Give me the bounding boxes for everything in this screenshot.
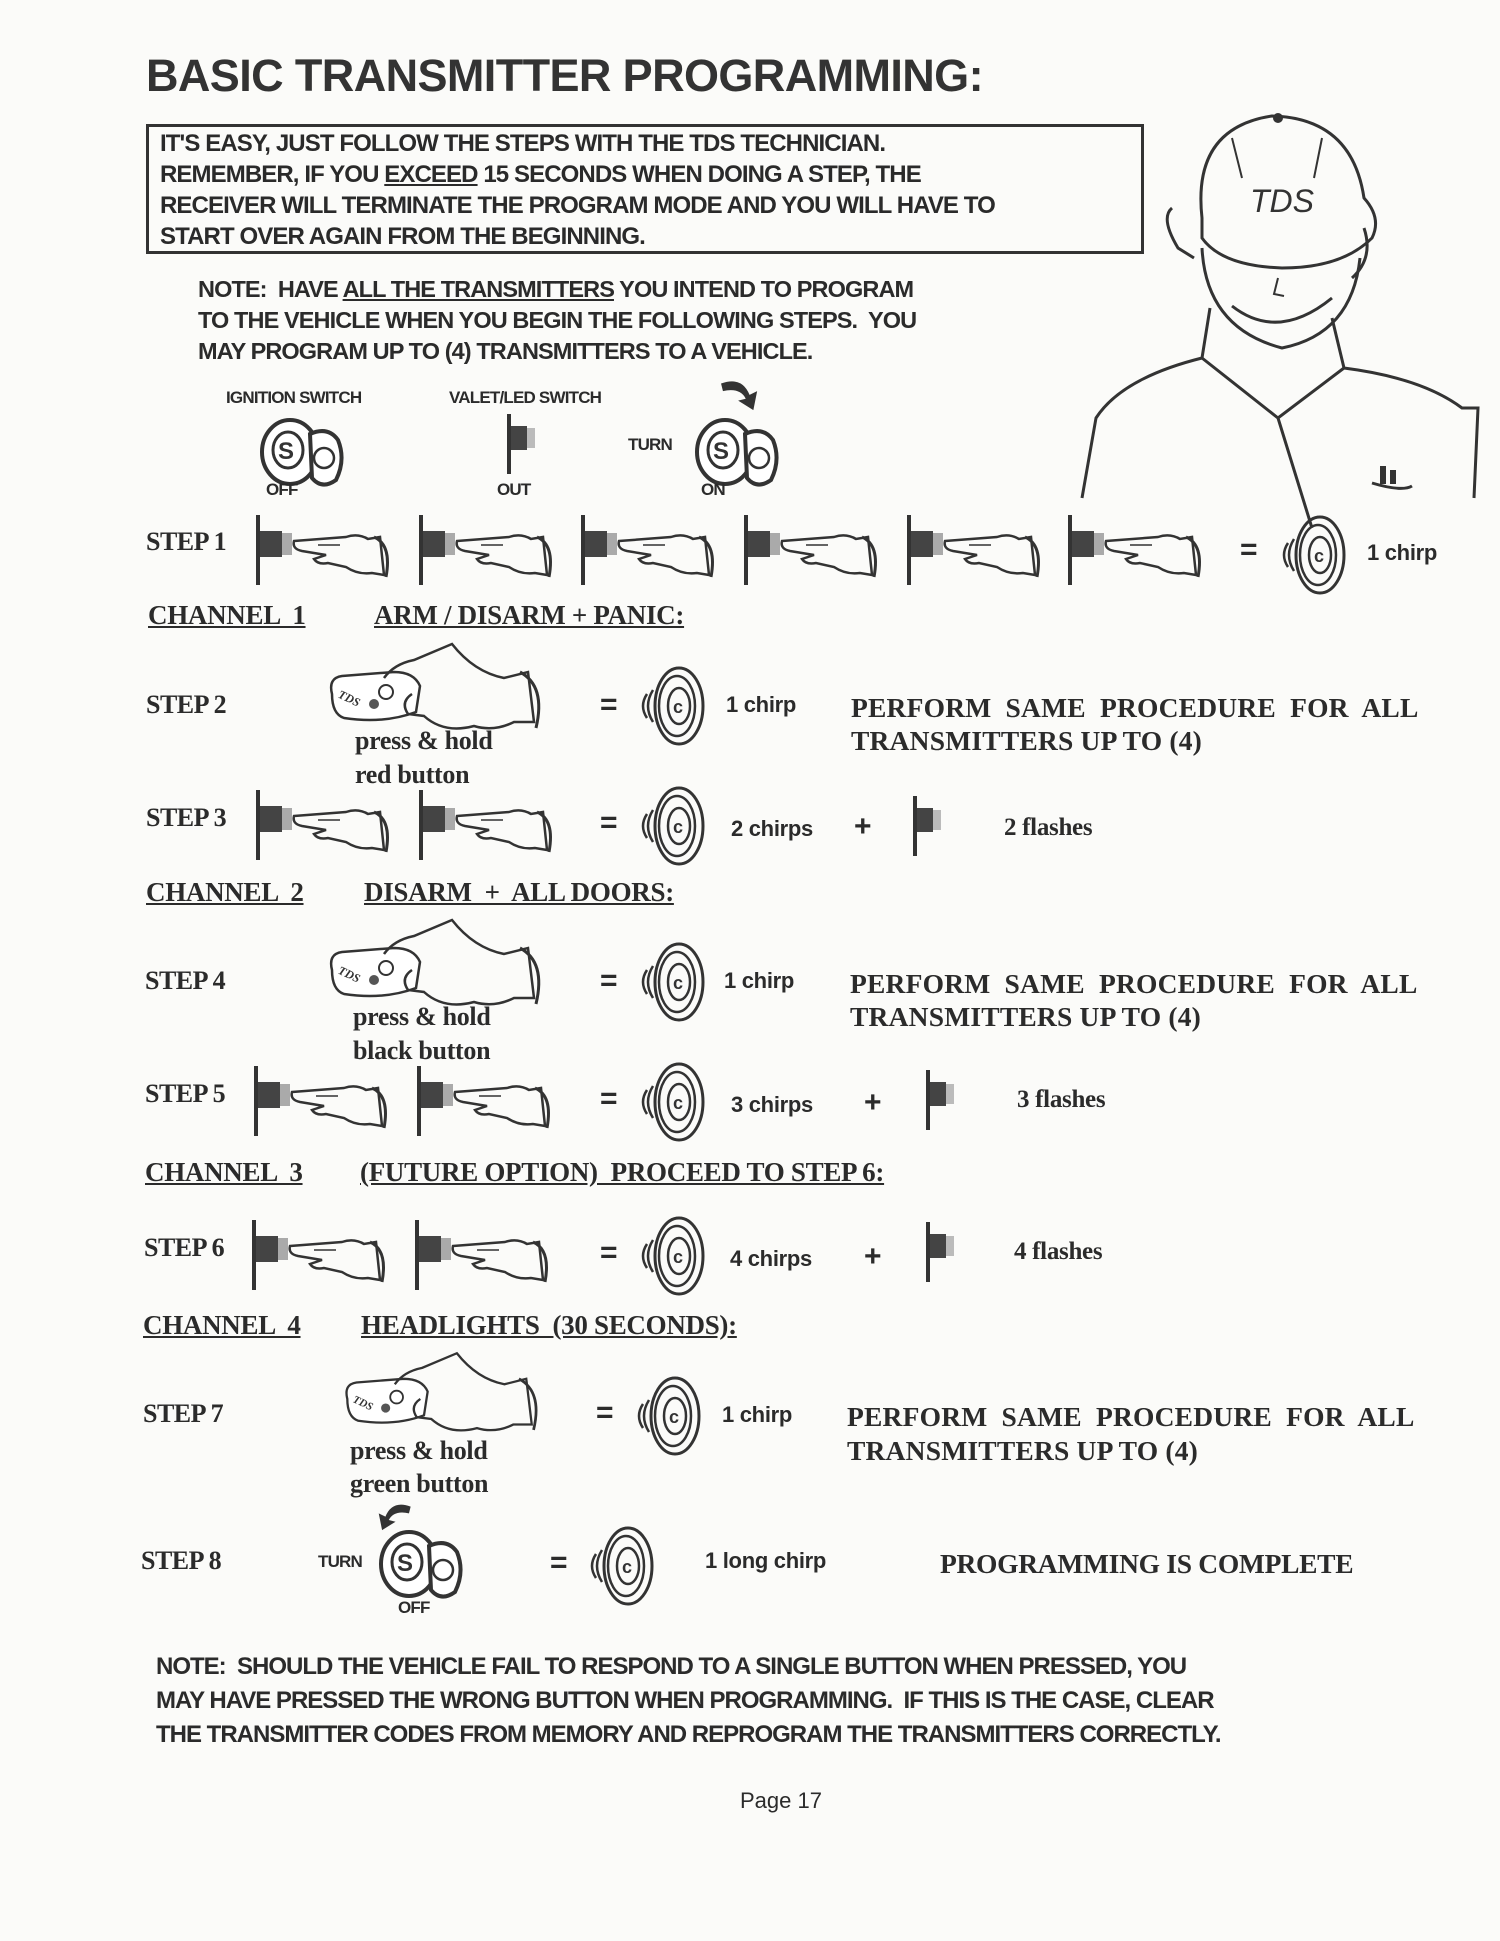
- programming-complete-message: PROGRAMMING IS COMPLETE: [940, 1548, 1354, 1579]
- turn-label: TURN: [628, 435, 673, 454]
- equals-sign: =: [596, 1396, 614, 1429]
- plus-sign: +: [864, 1086, 882, 1119]
- intro-text: REMEMBER, IF YOU: [160, 161, 385, 188]
- equals-sign: =: [600, 806, 618, 839]
- perform-note-line-1: PERFORM SAME PROCEDURE FOR ALL: [847, 1401, 1415, 1432]
- press-valet-hand-icon: [413, 1220, 563, 1290]
- valet-led-switch-icon: [505, 414, 545, 474]
- step-8-label: STEP 8: [141, 1546, 222, 1575]
- step-6-flashes: 4 flashes: [1014, 1238, 1103, 1265]
- tds-technician-illustration: [1082, 108, 1482, 528]
- channel-4-name: CHANNEL 4: [143, 1310, 301, 1340]
- note-top-line-1: [198, 276, 913, 303]
- intro-line-1: IT'S EASY, JUST FOLLOW THE STEPS WITH THE TDS TECHNICIAN.: [160, 130, 886, 157]
- equals-sign: =: [600, 1082, 618, 1115]
- step-8-result: 1 long chirp: [705, 1548, 827, 1573]
- equals-sign: =: [600, 688, 618, 721]
- note-bottom-line-1: NOTE: SHOULD THE VEHICLE FAIL TO RESPOND TO A SINGLE BUTTON WHEN PRESSED, YOU: [156, 1653, 1187, 1680]
- siren-chirp-icon: [637, 666, 707, 746]
- press-valet-hand-icon: [415, 1066, 565, 1136]
- press-valet-hand-icon: [905, 515, 1055, 585]
- note-top-line-2: TO THE VEHICLE WHEN YOU BEGIN THE FOLLOWING STEPS. YOU: [198, 307, 917, 333]
- perform-note-line-1: PERFORM SAME PROCEDURE FOR ALL: [850, 968, 1418, 999]
- step-1-label: STEP 1: [146, 527, 227, 556]
- channel-1-desc: ARM / DISARM + PANIC:: [374, 600, 685, 630]
- step-5-label: STEP 5: [145, 1079, 226, 1108]
- channel-2-name: CHANNEL 2: [146, 877, 304, 907]
- press-valet-hand-icon: [254, 790, 404, 860]
- siren-chirp-icon: [1278, 515, 1348, 595]
- channel-2-desc: DISARM + ALL DOORS:: [364, 877, 674, 907]
- step-4-label: STEP 4: [145, 966, 226, 995]
- channel-3-name: CHANNEL 3: [145, 1157, 303, 1187]
- step-3-flashes: 2 flashes: [1004, 814, 1093, 841]
- press-valet-hand-icon: [417, 790, 567, 860]
- press-valet-hand-icon: [250, 1220, 400, 1290]
- note-bottom-line-3: THE TRANSMITTER CODES FROM MEMORY AND REPROGRAM THE TRANSMITTERS CORRECTLY.: [156, 1721, 1221, 1748]
- step-7-label: STEP 7: [143, 1399, 224, 1428]
- step-7-result: 1 chirp: [722, 1402, 793, 1427]
- exceed-emphasis: EXCEED: [384, 161, 478, 188]
- step-1-result: 1 chirp: [1367, 540, 1438, 565]
- siren-chirp-icon: [586, 1526, 656, 1606]
- step-3-label: STEP 3: [146, 803, 227, 832]
- remote-fob-hand-icon: [340, 1350, 550, 1435]
- led-flash-icon: [924, 1070, 964, 1130]
- ignition-state-on: ON: [701, 480, 725, 499]
- step-5-flashes: 3 flashes: [1017, 1086, 1106, 1113]
- intro-line-4: START OVER AGAIN FROM THE BEGINNING.: [160, 223, 645, 250]
- step-4-action-2: black button: [353, 1036, 491, 1065]
- siren-chirp-icon: [637, 786, 707, 866]
- step-6-label: STEP 6: [144, 1233, 225, 1262]
- channel-4-desc: HEADLIGHTS (30 SECONDS):: [361, 1310, 737, 1340]
- remote-fob-hand-icon: [324, 918, 554, 1008]
- step-4-result: 1 chirp: [724, 968, 795, 993]
- siren-chirp-icon: [637, 1062, 707, 1142]
- siren-chirp-icon: [633, 1376, 703, 1456]
- ignition-switch-label: IGNITION SWITCH: [226, 388, 362, 407]
- note-bottom-line-2: MAY HAVE PRESSED THE WRONG BUTTON WHEN PROGRAMMING. IF THIS IS THE CASE, CLEAR: [156, 1687, 1214, 1714]
- perform-note-line-2: TRANSMITTERS UP TO (4): [847, 1435, 1199, 1466]
- valet-state-out: OUT: [497, 480, 531, 499]
- plus-sign: +: [854, 810, 872, 843]
- equals-sign: =: [600, 964, 618, 997]
- step-5-result: 3 chirps: [731, 1092, 813, 1117]
- note-emphasis: ALL THE TRANSMITTERS: [342, 276, 614, 302]
- intro-line-3: RECEIVER WILL TERMINATE THE PROGRAM MODE AND YOU WILL HAVE TO: [160, 192, 995, 219]
- step-3-result: 2 chirps: [731, 816, 813, 841]
- remote-fob-hand-icon: [324, 642, 554, 732]
- page-number: Page 17: [740, 1788, 822, 1813]
- equals-sign: =: [600, 1236, 618, 1269]
- ignition-key-on-icon: [693, 414, 783, 489]
- press-valet-hand-icon: [252, 1066, 402, 1136]
- page-title: BASIC TRANSMITTER PROGRAMMING:: [146, 50, 983, 101]
- press-valet-hand-icon: [579, 515, 729, 585]
- channel-3-desc: (FUTURE OPTION) PROCEED TO STEP 6:: [360, 1157, 885, 1187]
- perform-note-line-2: TRANSMITTERS UP TO (4): [851, 725, 1203, 756]
- ignition-key-off-icon: [377, 1526, 467, 1601]
- note-text: YOU INTEND TO PROGRAM: [613, 276, 914, 302]
- step-8-turn-label: TURN: [318, 1552, 363, 1571]
- perform-note-line-2: TRANSMITTERS UP TO (4): [850, 1001, 1202, 1032]
- siren-chirp-icon: [637, 1216, 707, 1296]
- step-8-state-off: OFF: [398, 1598, 430, 1617]
- press-valet-hand-icon: [742, 515, 892, 585]
- step-7-action-2: green button: [350, 1469, 489, 1498]
- equals-sign: =: [550, 1546, 568, 1579]
- press-valet-hand-icon: [1066, 515, 1216, 585]
- step-6-result: 4 chirps: [730, 1246, 812, 1271]
- turn-arrow-icon: [717, 374, 765, 412]
- step-2-label: STEP 2: [146, 690, 227, 719]
- ignition-key-icon: [258, 414, 348, 489]
- note-top-line-3: MAY PROGRAM UP TO (4) TRANSMITTERS TO A VEHICLE.: [198, 338, 813, 364]
- plus-sign: +: [864, 1240, 882, 1273]
- press-valet-hand-icon: [254, 515, 404, 585]
- cap-logo: TDS: [1250, 183, 1314, 219]
- step-2-action-2: red button: [355, 760, 470, 789]
- led-flash-icon: [911, 796, 951, 856]
- equals-sign: =: [1240, 533, 1258, 566]
- led-flash-icon: [924, 1222, 964, 1282]
- step-2-action-1: press & hold: [355, 726, 493, 755]
- channel-1-name: CHANNEL 1: [148, 600, 306, 630]
- step-4-action-1: press & hold: [353, 1002, 491, 1031]
- ignition-state-off: OFF: [266, 480, 298, 499]
- valet-led-switch-label: VALET/LED SWITCH: [449, 388, 602, 407]
- step-7-action-1: press & hold: [350, 1436, 488, 1465]
- step-2-result: 1 chirp: [726, 692, 797, 717]
- siren-chirp-icon: [637, 942, 707, 1022]
- note-text: NOTE: HAVE: [198, 276, 343, 302]
- intro-line-2: [160, 161, 921, 189]
- press-valet-hand-icon: [417, 515, 567, 585]
- perform-note-line-1: PERFORM SAME PROCEDURE FOR ALL: [851, 692, 1419, 723]
- intro-text: 15 SECONDS WHEN DOING A STEP, THE: [477, 161, 921, 188]
